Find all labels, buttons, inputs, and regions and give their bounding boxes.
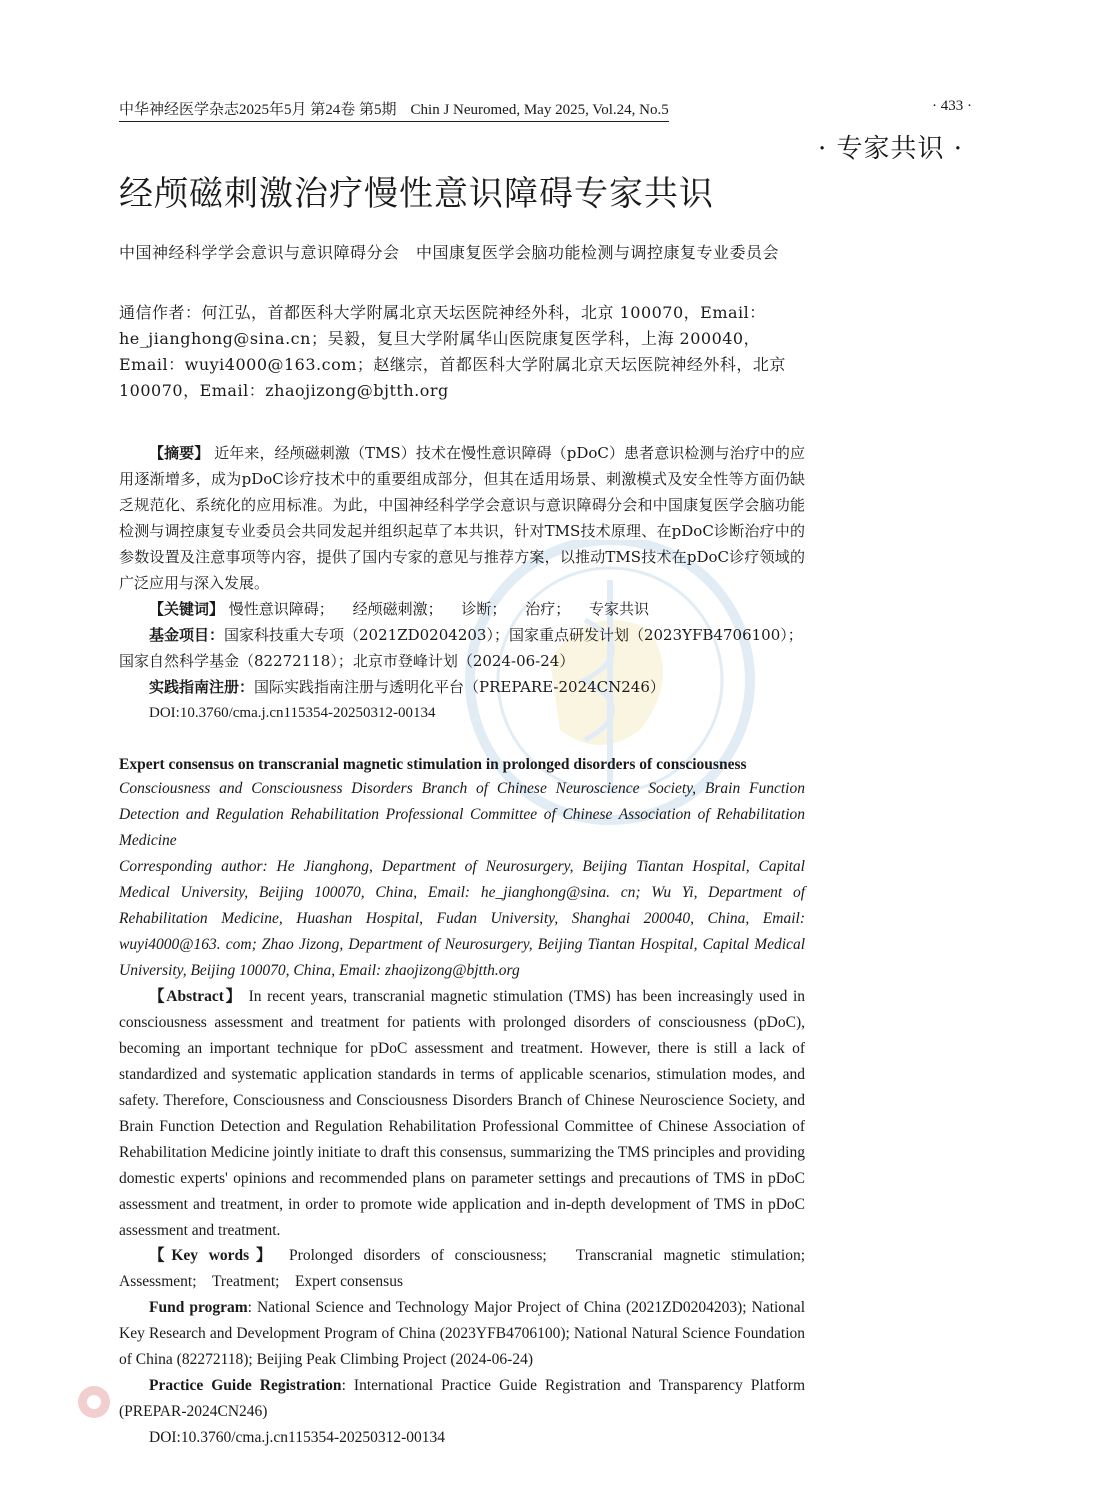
page-number: · 433 · (932, 98, 972, 114)
fund-en (119, 1295, 805, 1373)
registry-en-text: : International Practice Guide Registration and Transparency Platform (PREPAR-2024CN246) (119, 1377, 805, 1420)
abstract-en-label: 【Abstract】 (149, 988, 243, 1005)
authors-en: Consciousness and Consciousness Disorders Branch of Chinese Neuroscience Society, Brain Function Detection and Regulation Rehabilitation Professional Committee of Chinese Association of Rehabilitation Medicine (119, 780, 805, 849)
registry-zh-label: 实践指南注册： (149, 678, 255, 696)
keywords-en-label: 【Key words】 (149, 1247, 279, 1264)
keyword-item: 专家共识 (588, 600, 649, 618)
keyword-item: 经颅磁刺激； (352, 600, 443, 618)
fund-en-text: : National Science and Technology Major Project of China (2021ZD0204203); National Key Research and Development Program of China (2023YFB4706100); National Natural Science Foundation of China (82272118); Beijing Peak Climbing Project (2024-06-24) (119, 1299, 805, 1368)
abstract-zh (119, 440, 805, 596)
abstract-zh-text: 近年来，经颅磁刺激（TMS）技术在慢性意识障碍（pDoC）患者意识检测与治疗中的应用逐渐增多，成为pDoC诊疗技术中的重要组成部分，但其在适用场景、刺激模式及安全性等方面仍缺乏规范化、系统化的应用标准。为此，中国神经科学学会意识与意识障碍分会和中国康复医学会脑功能检测与调控康复专业委员会共同发起并组织起草了本共识，针对TMS技术原理、在pDoC诊断治疗中的参数设置及注意事项等内容，提供了国内专家的意见与推荐方案，以推动TMS技术在pDoC诊疗领域的广泛应用与深入发展。 (119, 444, 805, 592)
publisher-logo-icon (74, 1382, 114, 1422)
registry-en-label: Practice Guide Registration (149, 1377, 342, 1394)
corresponding-author-en: Corresponding author: He Jianghong, Department of Neurosurgery, Beijing Tiantan Hospital, Capital Medical University, Beijing 100070, China, Email: he_jianghong@sina. cn; Wu Yi, Department of Rehabilitation Medicine, Huashan Hospital, Fudan University, Shanghai 200040, China, Email: wuyi4000@163. com; Zhao Jizong, Department of Neurosurgery, Beijing Tiantan Hospital, Capital Medical University, Beijing 100070, China, Email: zhaojizong@bjtth.org (119, 858, 805, 979)
keywords-en (119, 1243, 821, 1295)
article-title-en: Expert consensus on transcranial magnetic stimulation in prolonged disorders of consciousness (119, 756, 747, 773)
column-tag: · 专家共识 · (818, 134, 964, 164)
doi-en[interactable]: DOI:10.3760/cma.j.cn115354-20250312-00134 (149, 1429, 446, 1446)
corresponding-author-zh: 通信作者：何江弘，首都医科大学附属北京天坛医院神经外科，北京 100070，Email：he_jianghong@sina.cn；吴毅，复旦大学附属华山医院康复医学科，上海 200040，Email：wuyi4000@163.com；赵继宗，首都医科大学附属北京天坛医院神经外科，北京 100070，Email：zhaojizong@bjtth.org (119, 303, 786, 400)
keyword-item: 治疗； (525, 600, 571, 618)
journal-header (119, 98, 669, 122)
keywords-zh-label: 【关键词】 (149, 600, 225, 618)
registry-zh-text: 国际实践指南注册与透明化平台（PREPARE-2024CN246） (254, 678, 665, 696)
abstract-zh-label: 【摘要】 (149, 444, 210, 462)
fund-zh-text: 国家科技重大专项（2021ZD0204203）；国家重点研发计划（2023YFB4706100）；国家自然科学基金（82272118）；北京市登峰计划（2024-06-24） (119, 626, 803, 670)
keyword-item: 慢性意识障碍； (228, 600, 334, 618)
keywords-en-text: Prolonged disorders of consciousness; Transcranial magnetic stimulation; Assessment; Treatment; Expert consensus (119, 1247, 821, 1290)
keywords-zh (119, 596, 835, 622)
article-title: 经颅磁刺激治疗慢性意识障碍专家共识 (119, 174, 714, 214)
abstract-en (119, 984, 805, 1244)
doi-zh[interactable]: DOI:10.3760/cma.j.cn115354-20250312-00134 (149, 705, 436, 721)
fund-zh (119, 622, 805, 674)
registry-zh (119, 674, 835, 700)
keyword-item: 诊断； (461, 600, 507, 618)
fund-en-label: Fund program (149, 1299, 248, 1316)
journal-name-en: Chin J Neuromed, May 2025, Vol.24, No.5 (410, 102, 669, 118)
fund-zh-label: 基金项目： (149, 626, 225, 644)
authors-zh: 中国神经科学学会意识与意识障碍分会 中国康复医学会脑功能检测与调控康复专业委员会 (119, 243, 780, 262)
registry-en (119, 1373, 805, 1425)
abstract-en-text: In recent years, transcranial magnetic stimulation (TMS) has been increasingly used in consciousness assessment and treatment for patients with prolonged disorders of consciousness (pDoC), becoming an important technique for pDoC assessment and treatment. However, there is still a lack of standardized and systematic application standards in terms of applicable scenarios, stimulation modes, and safety. Therefore, Consciousness and Consciousness Disorders Branch of Chinese Neuroscience Society, and Brain Function Detection and Regulation Rehabilitation Professional Committee of Chinese Association of Rehabilitation Medicine jointly initiate to draft this consensus, summarizing the TMS principles and providing domestic experts' opinions and recommended plans on parameter settings and precautions of TMS in pDoC assessment and treatment, in order to promote wide application and in-depth development of TMS in pDoC assessment and treatment. (119, 988, 805, 1239)
journal-name-zh: 中华神经医学杂志2025年5月 第24卷 第5期 (119, 102, 397, 118)
